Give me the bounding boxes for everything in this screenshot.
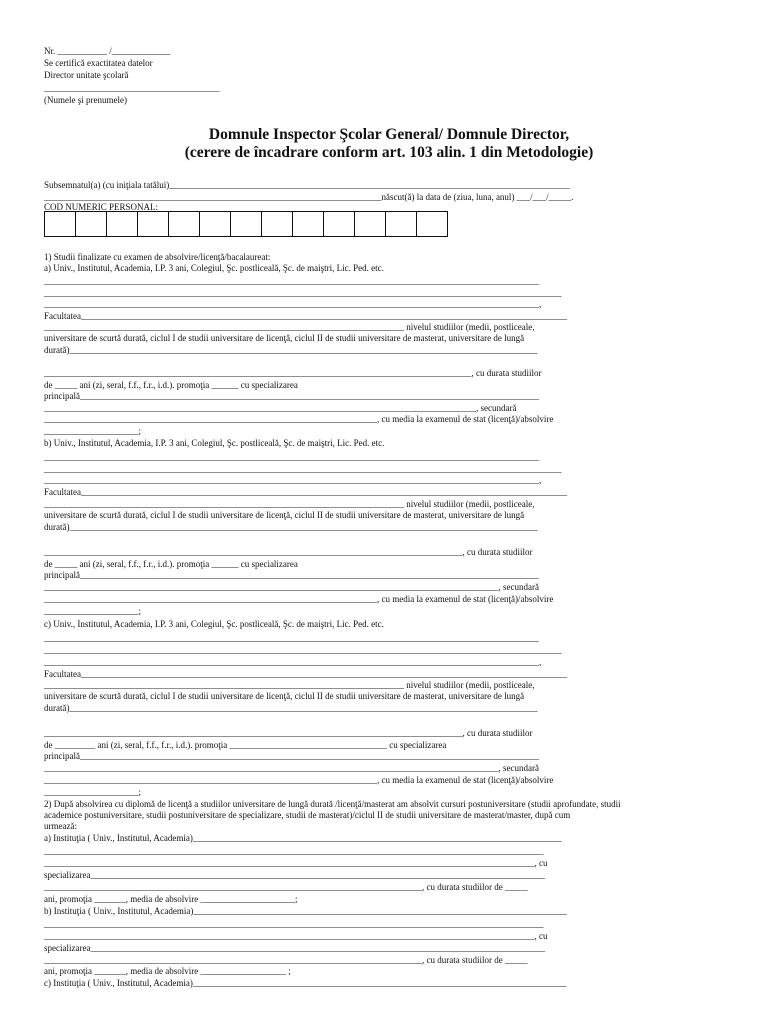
- exam-average-field: __________________________________________________________________________, cu media la examenul de stat (licenţă)/absolvire: [44, 594, 554, 604]
- study-level-text: universitare de scurtă durată, ciclul I de studii universitare de licenţă, ciclul II de studii universitare de masterat, universitare de lungă: [44, 510, 525, 520]
- duration-field: _____________________________________________________________________________________________, cu durata studiilor: [44, 728, 533, 738]
- registration-number-line: Nr. ___________ /_____________: [44, 46, 171, 56]
- study-level-text: durată)________________________________________________________________________________________________________: [44, 522, 538, 532]
- signature-line: _______________________________________: [44, 83, 220, 93]
- blank-line: ___________________________________________________________________________________________________________________: [44, 464, 562, 474]
- promotion-average-field: ani, promoţia _______, media de absolvire _____________________;: [44, 894, 298, 904]
- promotion-field: de _____ ani (zi, seral, f.f., f.r., i.d.). promoţia ______ cu specializarea: [44, 380, 298, 390]
- specialization-field: specializarea_____________________________________________________________________________________________________: [44, 870, 545, 880]
- cnp-digit-box[interactable]: [230, 211, 262, 237]
- cnp-digit-box[interactable]: [168, 211, 200, 237]
- faculty-field: Facultatea____________________________________________________________________________________________________________: [44, 311, 567, 321]
- exam-average-field: __________________________________________________________________________, cu media la examenul de stat (licenţă)/absolvire: [44, 414, 554, 424]
- duration-field: _______________________________________________________________________________________________, cu durata studiilor: [44, 368, 542, 378]
- cnp-digit-box[interactable]: [323, 211, 355, 237]
- faculty-field: Facultatea____________________________________________________________________________________________________________: [44, 669, 567, 679]
- exam-average-field: __________________________________________________________________________, cu media la examenul de stat (licenţă)/absolvire: [44, 775, 554, 785]
- block-end-line: _____________________;: [44, 606, 142, 616]
- main-specialization-field: principală______________________________________________________________________________________________________: [44, 751, 539, 761]
- cnp-digit-box[interactable]: [106, 211, 138, 237]
- promotion-field: de _____ ani (zi, seral, f.f., f.r., i.d.). promoţia ______ cu specializarea: [44, 559, 298, 569]
- duration-field: ____________________________________________________________________________________, cu durata studiilor de _____: [44, 955, 528, 965]
- block-c-institution-label: c) Univ., Institutul, Academia, I.P. 3 ani, Colegiul, Şc. postliceală, Şc. de maiştri, Lic. Ped. etc.: [44, 619, 384, 629]
- secondary-specialization-field: _____________________________________________________________________________________________________, secundară: [44, 582, 539, 592]
- study-level-field: ________________________________________________________________________________ nivelul studiilor (medii, postliceale,: [44, 322, 535, 332]
- cnp-digit-box[interactable]: [261, 211, 293, 237]
- blank-line: ______________________________________________________________________________________________________________: [44, 633, 539, 643]
- block-end-line: _____________________;: [44, 787, 142, 797]
- main-specialization-field: principală______________________________________________________________________________________________________: [44, 391, 539, 401]
- study-level-text: universitare de scurtă durată, ciclul I de studii universitare de licenţă, ciclul II de studii universitare de masterat, universitare de lungă: [44, 333, 525, 343]
- cnp-digit-box[interactable]: [354, 211, 386, 237]
- cnp-digit-box[interactable]: [75, 211, 107, 237]
- blank-line: ___________________________________________________________________________________________________________________: [44, 645, 562, 655]
- blank-line: _____________________________________________________________________________________________________________, cu: [44, 931, 548, 941]
- study-level-field: ________________________________________________________________________________ nivelul studiilor (medii, postliceale,: [44, 499, 535, 509]
- blank-line: ______________________________________________________________________________________________________________,: [44, 657, 542, 667]
- specialization-field: specializarea_____________________________________________________________________________________________________: [44, 943, 545, 953]
- birth-date-field: ___________________________________________________________________________născut(ă) la data de (ziua, luna, anul) ___/___/_____.: [44, 192, 574, 202]
- undersigned-field: Subsemnatul(a) (cu iniţiala tatălui)_________________________________________________________________________________________: [44, 180, 570, 190]
- block-b-institution-label: b) Univ., Institutul, Academia, I.P. 3 ani, Colegiul, Şc. postliceală, Şc. de maiştri, Lic. Ped. etc.: [44, 438, 385, 448]
- secondary-specialization-field: _____________________________________________________________________________________________________, secundară: [44, 763, 539, 773]
- director-text: Director unitate şcolară: [44, 70, 129, 80]
- duration-field: _____________________________________________________________________________________________, cu durata studiilor: [44, 547, 533, 557]
- cnp-digit-box[interactable]: [385, 211, 417, 237]
- block-end-line: _____________________;: [44, 426, 142, 436]
- study-level-text: universitare de scurtă durată, ciclul I de studii universitare de licenţă, ciclul II de studii universitare de masterat, universitare de lungă: [44, 691, 525, 701]
- study-level-field: ________________________________________________________________________________ nivelul studiilor (medii, postliceale,: [44, 680, 535, 690]
- promotion-field: de _________ ani (zi, seral, f.f., f.r., i.d.). promoţia ___________________________________ cu specializarea: [44, 740, 447, 750]
- secondary-specialization-field: ________________________________________________________________________________________________, secundară: [44, 403, 517, 413]
- name-caption: (Numele şi prenumele): [44, 95, 127, 105]
- duration-field: ____________________________________________________________________________________, cu durata studiilor de _____: [44, 882, 528, 892]
- main-specialization-field: principală______________________________________________________________________________________________________: [44, 570, 539, 580]
- cnp-digit-box[interactable]: [199, 211, 231, 237]
- blank-line: ______________________________________________________________________________________________________________,: [44, 299, 542, 309]
- page-title: Domnule Inspector Şcolar General/ Domnule Director,: [208, 126, 570, 143]
- study-level-text: durată)________________________________________________________________________________________________________: [44, 703, 538, 713]
- institution-b-field: b) Instituţia ( Univ., Institutul, Academia)___________________________________________________________________________________: [44, 906, 567, 916]
- promotion-average-field: ani, promoţia _______, media de absolvire ___________________ ;: [44, 966, 291, 976]
- blank-line: ___________________________________________________________________________________________________________________: [44, 288, 562, 298]
- blank-line: _____________________________________________________________________________________________________________, cu: [44, 858, 548, 868]
- cnp-grid: [44, 211, 447, 237]
- blank-line: ______________________________________________________________________________________________________________: [44, 276, 539, 286]
- blank-line: ______________________________________________________________________________________________________________: [44, 452, 539, 462]
- section2-paragraph: academice postuniversitare, studii postuniversitare de specializare, studii de masterat)/ciclul II de studii universitare de masterat/master, după cum: [44, 810, 571, 820]
- section2-paragraph: urmează:: [44, 821, 77, 831]
- blank-line: _______________________________________________________________________________________________________________: [44, 919, 544, 929]
- cnp-digit-box[interactable]: [44, 211, 76, 237]
- institution-c-field: c) Instituţia ( Univ., Institutul, Academia)___________________________________________________________________________________: [44, 978, 567, 988]
- blank-line: _______________________________________________________________________________________________________________: [44, 846, 544, 856]
- cnp-digit-box[interactable]: [416, 211, 448, 237]
- cnp-label: COD NUMERIC PERSONAL:: [44, 202, 159, 212]
- cnp-digit-box[interactable]: [292, 211, 324, 237]
- page-subtitle: (cerere de încadrare conform art. 103 alin. 1 din Metodologie): [184, 144, 594, 161]
- section1-heading: 1) Studii finalizate cu examen de absolvire/licenţă/bacalaureat:: [44, 252, 271, 262]
- cnp-digit-box[interactable]: [137, 211, 169, 237]
- faculty-field: Facultatea____________________________________________________________________________________________________________: [44, 487, 567, 497]
- certify-text: Se certifică exactitatea datelor: [44, 58, 153, 68]
- blank-line: ______________________________________________________________________________________________________________,: [44, 475, 542, 485]
- institution-a-field: a) Instituţia ( Univ., Institutul, Academia)__________________________________________________________________________________: [44, 833, 562, 843]
- study-level-text: durată)________________________________________________________________________________________________________: [44, 345, 538, 355]
- section2-paragraph: 2) După absolvirea cu diplomă de licenţă a studiilor universitare de lungă durată /licenţă/masterat am absolvit cursuri postuniversitare (studii aprofundate, studii: [44, 799, 621, 809]
- block-a-institution-label: a) Univ., Institutul, Academia, I.P. 3 ani, Colegiul, Şc. postliceală, Şc. de maiştri, Lic. Ped. etc.: [44, 263, 384, 273]
